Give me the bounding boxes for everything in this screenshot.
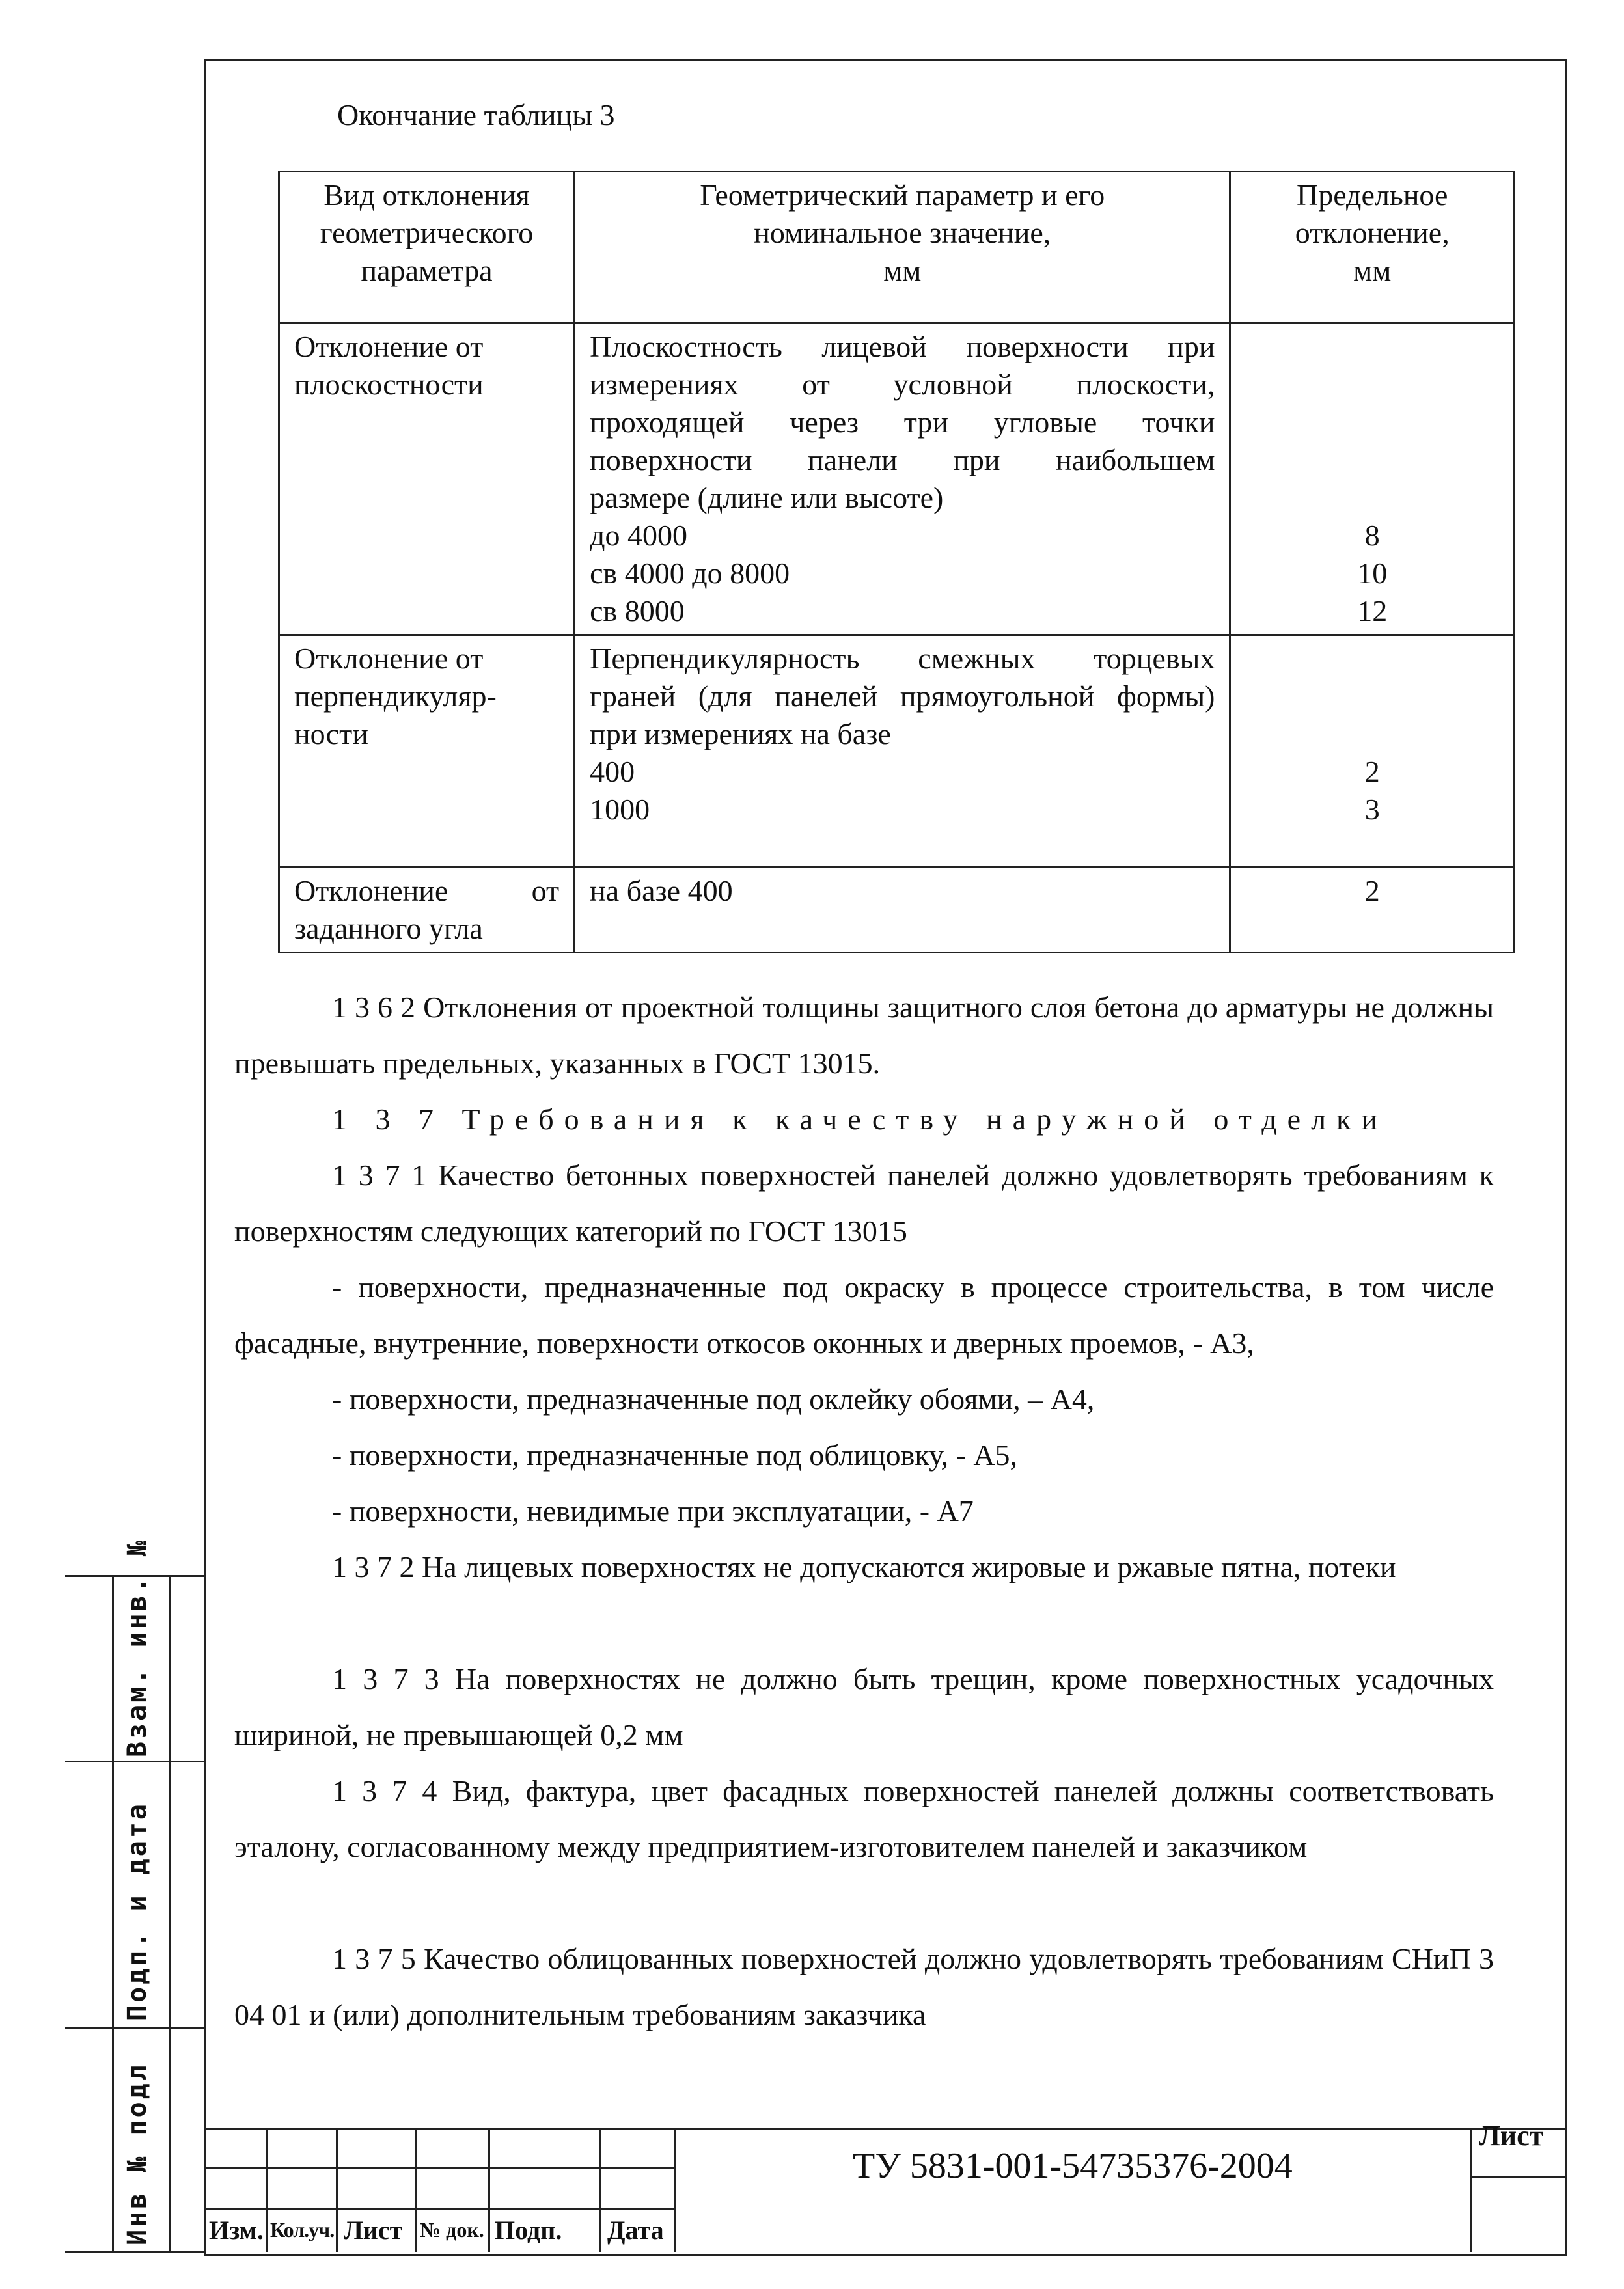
table-row (279, 868, 1515, 953)
side-stamp-line (169, 1575, 171, 2252)
header-parameter: Геометрический параметр и его номинальное значение, мм (575, 172, 1230, 323)
table-row (279, 635, 1515, 868)
side-stamp-inv-podl: Инв № подл (122, 2063, 152, 2245)
title-block-izm: Изм. (209, 2215, 264, 2245)
paragraph-1375: 1 3 7 5 Качество облицованных поверхностей должно удовлетворять требованиям СНиП 3 04 01 и (или) дополнительным требованиям заказчика (234, 1942, 1494, 2031)
title-block-kol-uch: Кол.уч. (270, 2218, 335, 2241)
sheet-label: Лист (1479, 2120, 1544, 2152)
paragraph-1362: 1 3 6 2 Отклонения от проектной толщины защитного слоя бетона до арматуры не должны превышать предельных, указанных в ГОСТ 13015. (234, 991, 1494, 1080)
document-number: ТУ 5831-001-54735376-2004 (853, 2146, 1293, 2186)
paragraph-1374: 1 3 7 4 Вид, фактура, цвет фасадных поверхностей панелей должны соответствовать эталону, согласованному между предприятием-изготовителем панелей и заказчиком (234, 1774, 1494, 1863)
table-header-row (279, 172, 1515, 323)
title-block-list: Лист (344, 2215, 403, 2245)
title-block-data: Дата (607, 2215, 664, 2245)
table-caption: Окончание таблицы 3 (337, 98, 615, 131)
side-stamp-line (112, 1575, 114, 2252)
table-row (279, 323, 1515, 635)
header-limit: Предельное отклонение, мм (1230, 172, 1515, 323)
row-kind-cell: Отклонение от перпендикуляр- ности (279, 635, 575, 868)
list-item-a3: - поверхности, предназначенные под окраску в процессе строительства, в том числе фасадные, внутренние, поверхности откосов оконных и дверных проемов, - А3, (234, 1270, 1494, 1360)
tolerance-table (278, 171, 1515, 953)
side-stamp-divider (65, 2027, 204, 2029)
paragraph-1372: 1 3 7 2 На лицевых поверхностях не допускаются жировые и ржавые пятна, потеки (332, 1550, 1396, 1583)
list-item-a7: - поверхности, невидимые при эксплуатации, - А7 (332, 1494, 974, 1528)
row-limit-cell: 2 3 (1230, 635, 1515, 868)
row-param-cell: на базе 400 (575, 868, 1230, 953)
row-kind-cell: Отклонение от заданного угла (279, 868, 575, 953)
side-stamp-divider (65, 1761, 204, 1762)
header-kind: Вид отклонения геометрического параметра (279, 172, 575, 323)
row-limit-cell: 8 10 12 (1230, 323, 1515, 635)
side-stamp-podp-data: Подп. и дата (122, 1802, 152, 2021)
row-param-cell: Перпендикулярность смежных торцевых граней (для панелей прямоугольной формы) при измерениях на базе 400 1000 (575, 635, 1230, 868)
side-stamp-vzam-inv: Взам. инв. № (122, 1538, 152, 1757)
row-limit-cell: 2 (1230, 868, 1515, 953)
paragraph-1371: 1 3 7 1 Качество бетонных поверхностей панелей должно удовлетворять требованиям к поверхностям следующих категорий по ГОСТ 13015 (234, 1158, 1494, 1248)
list-item-a5: - поверхности, предназначенные под облицовку, - А5, (332, 1438, 1018, 1472)
title-block-top-line (204, 2128, 1565, 2130)
row-param-cell: Плоскостность лицевой поверхности при измерениях от условной плоскости, проходящей через три угловые точки поверхности панели при наибольшем размере (длине или высоте) до 4000 св 4000 до 8000 св 8000 (575, 323, 1230, 635)
side-stamp-bottom (65, 2251, 204, 2253)
title-block-podp: Подп. (495, 2215, 562, 2245)
row-kind-cell: Отклонение от плоскостности (279, 323, 575, 635)
section-heading-137: 1 3 7 Требования к качеству наружной отделки (332, 1103, 1388, 1136)
list-item-a4: - поверхности, предназначенные под оклейку обоями, – А4, (332, 1382, 1095, 1416)
paragraph-1373: 1 3 7 3 На поверхностях не должно быть трещин, кроме поверхностных усадочных шириной, не превышающей 0,2 мм (234, 1662, 1494, 1751)
title-block-n-dok: № док. (420, 2218, 484, 2241)
